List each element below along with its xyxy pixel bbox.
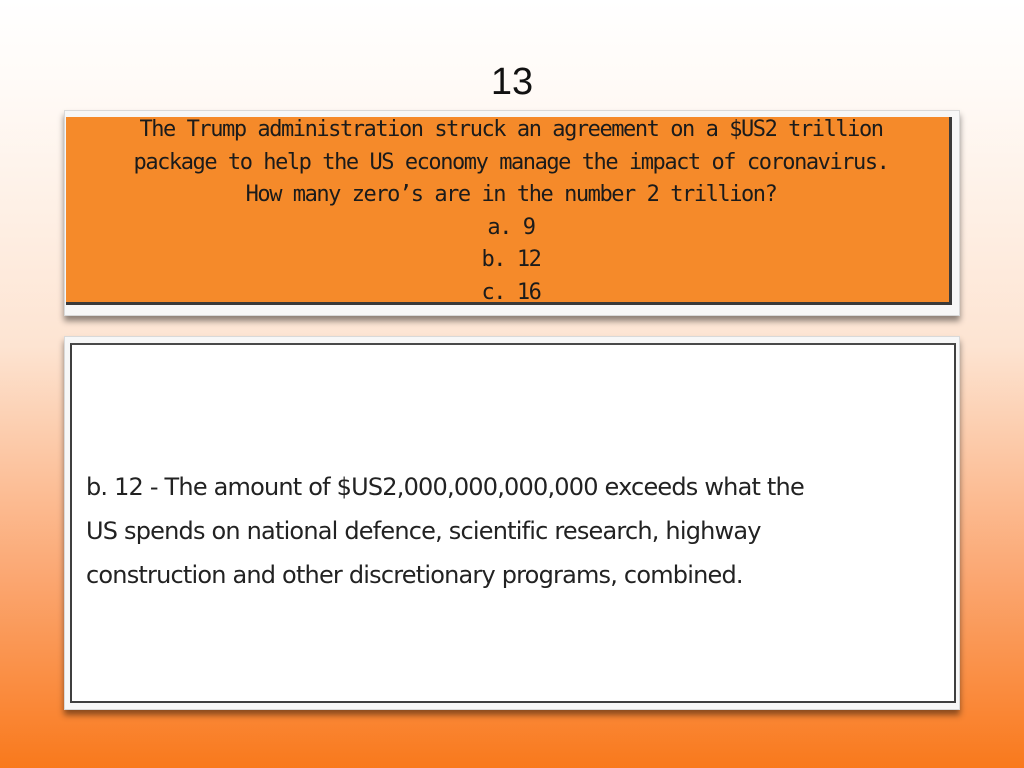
answer-line: US spends on national defence, scientific research, highway bbox=[86, 517, 761, 545]
option-c: c. 16 bbox=[481, 279, 541, 305]
option-b: b. 12 bbox=[481, 247, 541, 272]
question-line: package to help the US economy manage the impact of coronavirus. bbox=[133, 149, 889, 175]
question-line: The Trump administration struck an agreement on a $US2 trillion bbox=[139, 117, 883, 142]
option-a: a. 9 bbox=[487, 214, 535, 240]
answer-line: b. 12 - The amount of $US2,000,000,000,000 exceeds what the bbox=[86, 473, 804, 501]
question-text bbox=[66, 114, 956, 309]
answer-text bbox=[86, 465, 946, 597]
question-line: How many zero’s are in the number 2 trillion? bbox=[245, 182, 777, 207]
slide-number: 13 bbox=[490, 61, 534, 103]
answer-line: construction and other discretionary programs, combined. bbox=[86, 561, 743, 589]
